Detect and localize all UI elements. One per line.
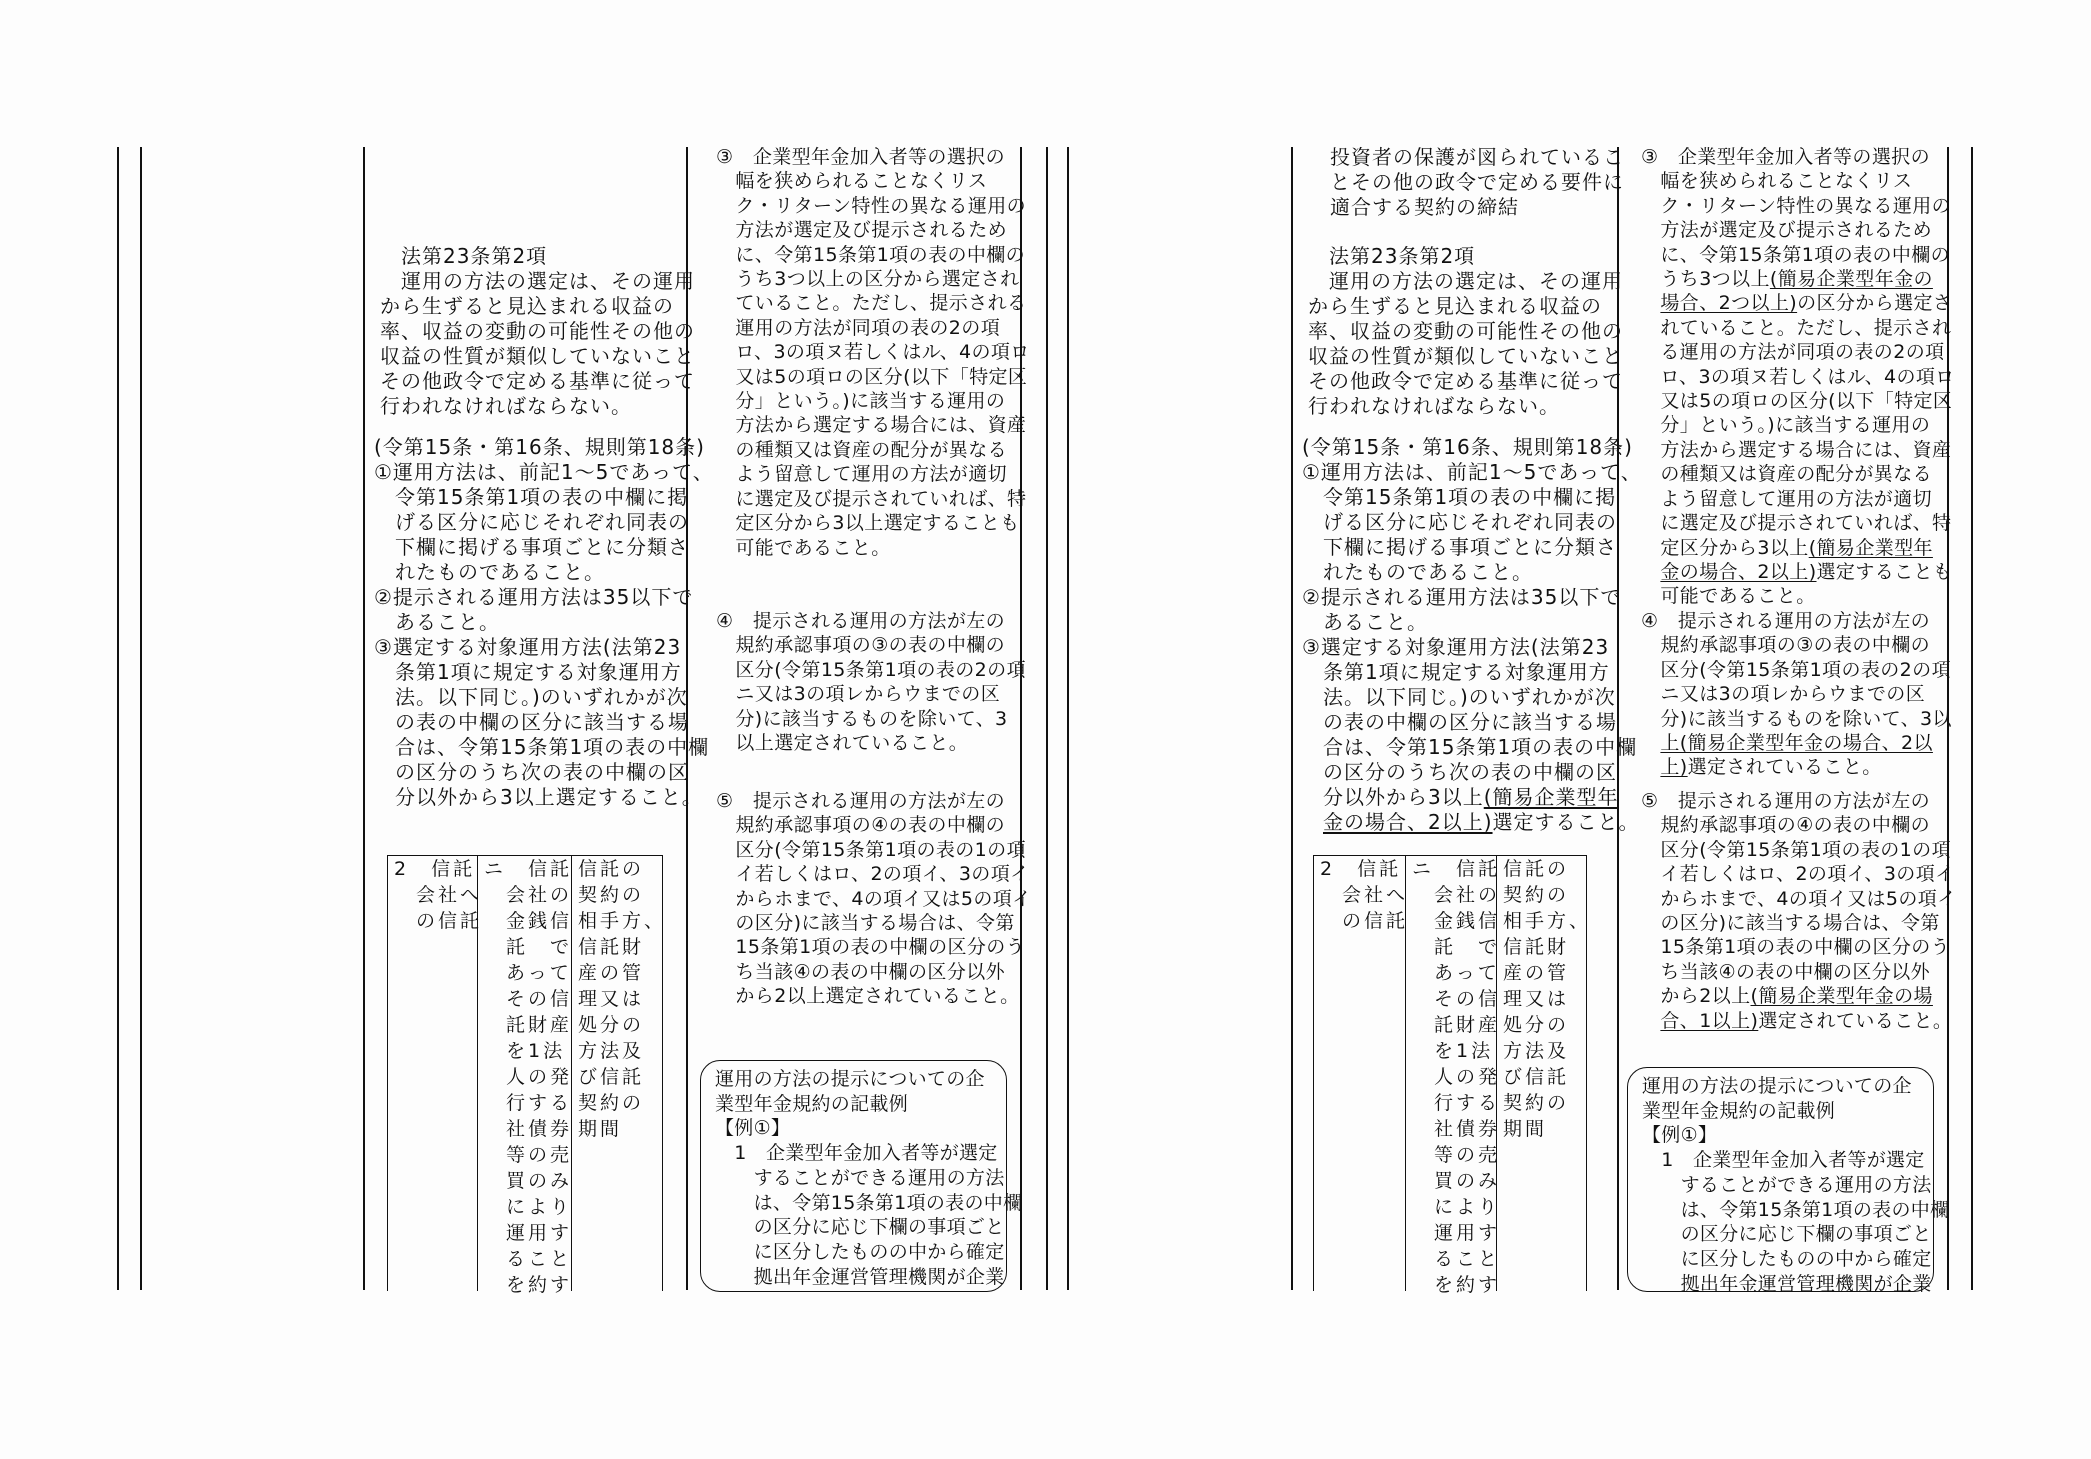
text-line: ①運用方法は、前記1～5であって、 [374, 460, 714, 484]
text-line: の区分)に該当する場合は、令第 [716, 912, 1015, 935]
text-line: 契約の [578, 1092, 645, 1114]
text-line: 会社の [1412, 884, 1501, 906]
text-line: 分)に該当するものを除いて、3 [716, 707, 1008, 730]
underlined-amendment: (簡易企業型年金の [1769, 268, 1933, 291]
underlined-amendment: (簡易企業型年 [1808, 536, 1933, 559]
table-cell-matters [1496, 856, 1592, 1291]
text-line: 業型年金規約の記載例 [1642, 1099, 1836, 1122]
table-cell-category [1313, 856, 1409, 1291]
text-line: 行する [484, 1092, 573, 1114]
text-line [1641, 536, 1955, 560]
regulation-requirements-list [1302, 435, 1642, 835]
text-line: 幅を狭められることなくリス [716, 170, 988, 193]
text-line: 運用の方法の提示についての企 [1642, 1075, 1912, 1097]
text-line: 2 信託 [394, 858, 476, 880]
text-line: 買のみ [484, 1170, 573, 1192]
text-line: ③選定する対象運用方法(法第23 [1302, 635, 1610, 659]
text-line: ④ 提示される運用の方法が左の [716, 610, 1006, 632]
text-segment: の区分から選定さ [1797, 292, 1953, 315]
text-line: 2 信託 [1320, 858, 1402, 880]
text-line: 相手方、 [1503, 910, 1592, 932]
text-line: を約す [484, 1274, 573, 1296]
text-line: の区分のうち次の表の中欄の区 [374, 760, 689, 784]
text-line: の区分に応じ下欄の事項ごと [715, 1216, 1005, 1239]
text-line: 等の売 [484, 1144, 573, 1166]
text-line: を1法 [484, 1040, 566, 1062]
text-line: 信託の [578, 858, 645, 880]
text-line: から生ずると見込まれる収益の [380, 294, 674, 318]
text-line: 処分の [578, 1014, 645, 1036]
text-segment [1641, 732, 1660, 754]
text-line: に選定及び提示されていれば、特 [716, 487, 1027, 510]
text-line: ること [1412, 1248, 1501, 1270]
text-line: あること。 [374, 610, 500, 634]
text-line: 社債券 [1412, 1118, 1501, 1140]
text-line: 法第23条第2項 [380, 244, 548, 268]
text-line: の区分のうち次の表の中欄の区 [1302, 760, 1617, 784]
text-line [1641, 984, 1957, 1008]
text-line: に区分したものの中から確定 [715, 1240, 1005, 1263]
text-line: 理又は [578, 988, 645, 1010]
text-line: 区分(令第15条第1項の表の2の項 [716, 658, 1026, 681]
text-line: 分」という。)に該当する運用の [716, 390, 1006, 413]
column-rule [1971, 147, 1973, 1290]
text-line: (令第15条・第16条、規則第18条) [1302, 435, 1633, 459]
text-line: 処分の [1503, 1014, 1570, 1036]
text-line: は、令第15条第1項の表の中欄 [1642, 1198, 1950, 1221]
text-line: 託財産 [1412, 1014, 1501, 1036]
text-line: 会社の [484, 884, 573, 906]
text-line: あって [1412, 962, 1500, 984]
text-line: (令第15条・第16条、規則第18条) [374, 435, 705, 459]
text-line: は、令第15条第1項の表の中欄 [715, 1191, 1023, 1214]
text-line: げる区分に応じそれぞれ同表の [374, 510, 689, 534]
text-segment [1641, 756, 1660, 778]
text-line: 期間 [578, 1118, 623, 1140]
underlined-amendment: 上(簡易企業型年金の場合、2以 [1660, 732, 1933, 755]
text-segment: 定区分から3以上 [1641, 536, 1809, 559]
law-article-23-2-text [1308, 244, 1623, 419]
text-line: ち当該④の表の中欄の区分以外 [716, 960, 1006, 983]
text-line: 令第15条第1項の表の中欄に掲 [1302, 485, 1617, 509]
column-rule [1046, 147, 1048, 1290]
text-line: ③ 企業型年金加入者等の選択の [1641, 146, 1931, 168]
text-line: 託 で [1412, 936, 1501, 958]
text-line: 分」という。)に該当する運用の [1641, 414, 1931, 437]
text-line: 拠出年金運営管理機関が企業 [715, 1265, 1005, 1288]
text-line: することができる運用の方法 [1642, 1173, 1932, 1196]
text-line: 令第15条第1項の表の中欄に掲 [374, 485, 689, 509]
text-line: 区分(令第15条第1項の表の1の項 [1641, 838, 1951, 861]
text-line: ていること。ただし、提示される [716, 292, 1027, 315]
text-line: 託財産 [484, 1014, 573, 1036]
text-line: 15条第1項の表の中欄の区分のう [716, 936, 1026, 959]
underlined-amendment: 金の場合、2以上) [1660, 560, 1817, 583]
table-cell-category [387, 856, 483, 1291]
text-line: の区分)に該当する場合は、令第 [1641, 912, 1940, 935]
text-line [1641, 731, 1952, 755]
example-box [700, 1060, 1023, 1292]
text-line: 方法及 [578, 1040, 645, 1062]
text-line [1302, 785, 1642, 810]
text-line: の信託 [1320, 910, 1409, 932]
text-line: 規約承認事項の③の表の中欄の [716, 634, 1006, 657]
text-line: 金銭信 [1412, 910, 1501, 932]
text-segment: うち3つ以上 [1641, 268, 1770, 291]
column-rule [1067, 147, 1069, 1290]
approval-item-5 [1641, 789, 1957, 1033]
text-line: 運用す [1412, 1222, 1501, 1244]
text-line: 法。以下同じ。)のいずれかが次 [1302, 685, 1616, 709]
text-line: イ若しくはロ、2の項イ、3の項イ [716, 863, 1030, 886]
text-line: とその他の政令で定める要件に [1330, 170, 1624, 194]
approval-item-4 [716, 609, 1026, 755]
approval-item-5 [716, 789, 1032, 1009]
text-line [1641, 1009, 1957, 1033]
text-line: げる区分に応じそれぞれ同表の [1302, 510, 1617, 534]
table-cell-division [477, 856, 573, 1296]
text-line: 等の売 [1412, 1144, 1501, 1166]
text-line: 人の発 [484, 1066, 573, 1088]
text-segment [1641, 1010, 1660, 1032]
text-segment: 選定することも [1816, 560, 1953, 583]
text-line: ニ 信託 [484, 858, 573, 880]
text-line: により [484, 1196, 573, 1218]
text-line: ち当該④の表の中欄の区分以外 [1641, 960, 1931, 983]
text-line: ②提示される運用方法は35以下で [1302, 585, 1622, 609]
text-line [1302, 810, 1642, 835]
text-line: 合は、令第15条第1項の表の中欄 [374, 735, 710, 759]
text-line: 【例①】 [715, 1117, 791, 1140]
text-line: 産の管 [1503, 962, 1570, 984]
text-line: 1 企業型年金加入者等が選定 [1642, 1149, 1925, 1172]
text-line: の表の中欄の区分に該当する場 [1302, 710, 1617, 734]
text-line: を約す [1412, 1274, 1501, 1296]
text-line: 運用の方法の提示についての企 [715, 1068, 985, 1090]
column-rule [140, 147, 142, 1290]
text-line: 分)に該当するものを除いて、3以 [1641, 707, 1952, 730]
text-line: 信託財 [1503, 936, 1570, 958]
text-line: 運用の方法が同項の表の2の項 [716, 316, 1001, 339]
text-line: あって [484, 962, 572, 984]
text-line: に、令第15条第1項の表の中欄の [1641, 243, 1951, 266]
text-line [1641, 267, 1955, 291]
text-line: の種類又は資産の配分が異なる [1641, 463, 1933, 486]
text-line: ニ又は3の項レからウまでの区 [716, 683, 1001, 706]
text-line: 信託財 [578, 936, 645, 958]
text-line: ③ 企業型年金加入者等の選択の [716, 146, 1006, 168]
text-line: 下欄に掲げる事項ごとに分類さ [1302, 535, 1617, 559]
column-rule [1291, 147, 1293, 1290]
text-line: ク・リターン特性の異なる運用の [1641, 194, 1952, 217]
text-line: 収益の性質が類似していないこと [380, 344, 695, 368]
text-line: 率、収益の変動の可能性その他の [1308, 319, 1623, 343]
text-line: 投資者の保護が図られているこ [1330, 145, 1624, 169]
text-line: ロ、3の項ヌ若しくはル、4の項ロ [1641, 365, 1955, 388]
text-line: 期間 [1503, 1118, 1548, 1140]
text-line: 幅を狭められることなくリス [1641, 170, 1913, 193]
text-segment: 選定されていること。 [1687, 756, 1882, 779]
example-box [1627, 1067, 1950, 1295]
text-line [1641, 291, 1955, 315]
table-cell-matters [571, 856, 667, 1291]
law-article-23-2-text [380, 244, 695, 419]
text-line: に区分したものの中から確定 [1642, 1247, 1932, 1270]
text-line: の区分に応じ下欄の事項ごと [1642, 1223, 1932, 1246]
column-rule [117, 147, 119, 1290]
text-line: ①運用方法は、前記1～5であって、 [1302, 460, 1642, 484]
text-line: 条第1項に規定する対象運用方 [1302, 660, 1610, 684]
text-line: その他政令で定める基準に従って [1308, 369, 1623, 393]
text-line: 規約承認事項の③の表の中欄の [1641, 634, 1931, 657]
text-line: その信 [484, 988, 573, 1010]
text-line: 区分(令第15条第1項の表の1の項 [716, 838, 1026, 861]
classification-table [1313, 855, 1592, 1296]
text-line: 理又は [1503, 988, 1570, 1010]
text-line: 下欄に掲げる事項ごとに分類さ [374, 535, 689, 559]
text-line: 又は5の項ロの区分(以下「特定区 [1641, 390, 1953, 413]
text-line: 拠出年金運営管理機関が企業 [1642, 1272, 1932, 1295]
text-line: 収益の性質が類似していないこと [1308, 344, 1623, 368]
text-line: 相手方、 [578, 910, 667, 932]
text-line: 条第1項に規定する対象運用方 [374, 660, 682, 684]
text-line: ⑤ 提示される運用の方法が左の [716, 790, 1006, 812]
table-cell-division [1405, 856, 1501, 1296]
text-line: あること。 [1302, 610, 1428, 634]
text-segment: 選定すること。 [1492, 810, 1640, 834]
underlined-amendment: (簡易企業型年 [1483, 785, 1619, 809]
text-line: ②提示される運用方法は35以下で [374, 585, 694, 609]
text-segment: 分以外から3以上 [1302, 785, 1484, 809]
text-segment [1641, 561, 1660, 583]
text-line: 可能であること。 [1641, 585, 1816, 608]
approval-item-3 [716, 145, 1030, 560]
text-line: 1 企業型年金加入者等が選定 [715, 1142, 998, 1165]
text-line: び信託 [1503, 1066, 1570, 1088]
text-line: を1法 [1412, 1040, 1494, 1062]
underlined-amendment: (簡易企業型年金の場 [1750, 985, 1933, 1008]
text-line: 信託の [1503, 858, 1570, 880]
regulation-requirements-list [374, 435, 714, 810]
text-line: 以上選定されていること。 [716, 732, 969, 755]
text-line: 社債券 [484, 1118, 573, 1140]
text-line: 分以外から3以上選定すること。 [374, 785, 703, 809]
text-line: 契約の [578, 884, 645, 906]
text-line: 運用の方法の選定は、その運用 [1308, 269, 1623, 293]
text-line: の種類又は資産の配分が異なる [716, 438, 1008, 461]
text-line: 法第23条第2項 [1308, 244, 1476, 268]
text-line: 方法が選定及び提示されるため [716, 219, 1008, 242]
text-line: 15条第1項の表の中欄の区分のう [1641, 936, 1951, 959]
text-line: ロ、3の項ヌ若しくはル、4の項ロ [716, 341, 1030, 364]
text-line: イ若しくはロ、2の項イ、3の項イ [1641, 863, 1955, 886]
text-line: その信 [1412, 988, 1501, 1010]
text-line: 金銭信 [484, 910, 573, 932]
underlined-amendment: 場合、2つ以上) [1660, 292, 1798, 315]
text-line: 方法から選定する場合には、資産 [1641, 438, 1952, 461]
text-line: れたものであること。 [374, 560, 605, 584]
text-line: 業型年金規約の記載例 [715, 1092, 909, 1115]
text-line: 方法から選定する場合には、資産 [716, 414, 1027, 437]
text-line: うち3つ以上の区分から選定され [716, 268, 1020, 291]
text-line: 可能であること。 [716, 536, 891, 559]
text-segment: から2以上 [1641, 985, 1751, 1008]
text-line: 方法及 [1503, 1040, 1570, 1062]
text-segment [1302, 810, 1323, 834]
text-line: の表の中欄の区分に該当する場 [374, 710, 689, 734]
text-line [1641, 755, 1952, 779]
text-line: 規約承認事項の④の表の中欄の [716, 814, 1006, 837]
text-line: からホまで、4の項イ又は5の項イ [716, 887, 1032, 910]
text-line: 契約の [1503, 884, 1570, 906]
underlined-amendment: 上) [1660, 756, 1688, 779]
text-segment [1641, 292, 1660, 314]
text-line: 規約承認事項の④の表の中欄の [1641, 814, 1931, 837]
text-line: 区分(令第15条第1項の表の2の項 [1641, 658, 1951, 681]
underlined-amendment: 金の場合、2以上) [1323, 810, 1493, 834]
text-line: る運用の方法が同項の表の2の項 [1641, 341, 1945, 364]
text-line: ニ又は3の項レからウまでの区 [1641, 683, 1926, 706]
text-line: 運用の方法の選定は、その運用 [380, 269, 695, 293]
text-line: ク・リターン特性の異なる運用の [716, 194, 1027, 217]
text-line: 産の管 [578, 962, 645, 984]
text-line [1641, 560, 1955, 584]
text-line: 方法が選定及び提示されるため [1641, 219, 1933, 242]
text-line: することができる運用の方法 [715, 1166, 1005, 1189]
text-line: 会社へ [394, 884, 483, 906]
text-line: 合は、令第15条第1項の表の中欄 [1302, 735, 1638, 759]
example-box-text [1642, 1074, 1949, 1296]
classification-table [387, 855, 667, 1296]
text-line: び信託 [578, 1066, 645, 1088]
text-line: の信託 [394, 910, 483, 932]
text-line: 行する [1412, 1092, 1501, 1114]
text-line: からホまで、4の項イ又は5の項イ [1641, 887, 1957, 910]
text-line: により [1412, 1196, 1501, 1218]
text-line: ること [484, 1248, 573, 1270]
approval-item-3 [1641, 145, 1955, 609]
text-line: れていること。ただし、提示され [1641, 316, 1952, 339]
approval-item-4 [1641, 609, 1952, 780]
text-line: ③選定する対象運用方法(法第23 [374, 635, 682, 659]
text-line: に、令第15条第1項の表の中欄の [716, 243, 1026, 266]
text-line: よう留意して運用の方法が適切 [1641, 487, 1933, 510]
text-line: 人の発 [1412, 1066, 1501, 1088]
text-line: から生ずると見込まれる収益の [1308, 294, 1602, 318]
text-line: 行われなければならない。 [1308, 394, 1560, 418]
text-line: れたものであること。 [1302, 560, 1533, 584]
text-line: 行われなければならない。 [380, 394, 632, 418]
text-line: 適合する契約の締結 [1330, 195, 1519, 219]
text-segment: 選定されていること。 [1758, 1009, 1953, 1032]
contract-requirement-text [1330, 145, 1624, 220]
example-box-text [715, 1067, 1022, 1289]
text-line: 契約の [1503, 1092, 1570, 1114]
text-line: から2以上選定されていること。 [716, 985, 1020, 1008]
text-line: 率、収益の変動の可能性その他の [380, 319, 695, 343]
text-line: その他政令で定める基準に従って [380, 369, 695, 393]
column-rule [363, 147, 365, 1290]
text-line: ⑤ 提示される運用の方法が左の [1641, 790, 1931, 812]
text-line: に選定及び提示されていれば、特 [1641, 512, 1952, 535]
text-line: 又は5の項ロの区分(以下「特定区 [716, 365, 1028, 388]
text-line: 買のみ [1412, 1170, 1501, 1192]
underlined-amendment: 合、1以上) [1660, 1009, 1759, 1032]
text-line: ニ 信託 [1412, 858, 1501, 880]
text-line: よう留意して運用の方法が適切 [716, 463, 1008, 486]
text-line: 【例①】 [1642, 1124, 1718, 1147]
text-line: 定区分から3以上選定することも [716, 512, 1020, 535]
text-line: 託 で [484, 936, 573, 958]
text-line: 法。以下同じ。)のいずれかが次 [374, 685, 688, 709]
text-line: 運用す [484, 1222, 573, 1244]
text-line: 会社へ [1320, 884, 1409, 906]
text-line: ④ 提示される運用の方法が左の [1641, 610, 1931, 632]
